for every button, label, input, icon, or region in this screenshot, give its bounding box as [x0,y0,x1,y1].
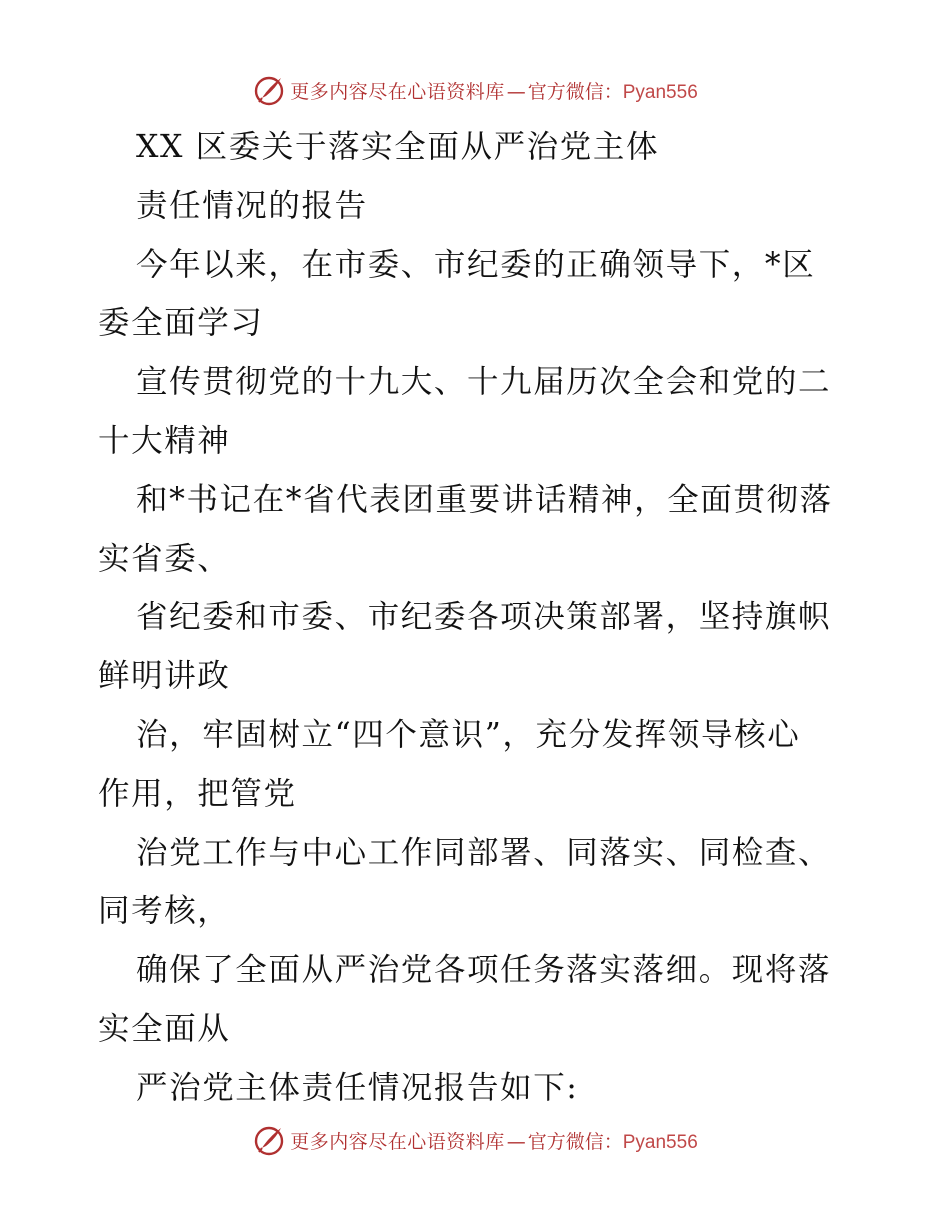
paragraph-line: 宣传贯彻党的十九大、十九届历次全会和党的二 [136,364,832,401]
banner-dash: — [506,80,526,103]
document-title-line-2: 责任情况的报告 [136,187,368,224]
paragraph-line: 省纪委和市委、市纪委各项决策部署，坚持旗帜 [136,599,832,636]
banner-main-text: 更多内容尽在心语资料库 [290,80,505,103]
banner-wechat-label: 官方微信： [527,1130,623,1153]
paragraph-line: 实全面从 [98,1010,231,1047]
banner-wechat-id: Pyan556 [622,81,698,103]
document-title-line-1: XX 区委关于落实全面从严治党主体 [136,129,660,165]
header-watermark-banner [0,70,950,110]
paragraph-line: 治党工作与中心工作同部署、同落实、同检查、 [136,834,832,871]
paragraph-line: 确保了全面从严治党各项任务落实落细。现将落 [136,952,832,989]
paragraph-line: 和*书记在*省代表团重要讲话精神，全面贯彻落 [136,481,833,518]
quill-pen-logo-icon [252,73,286,107]
paragraph-line: 实省委、 [98,540,231,577]
footer-watermark-banner [0,1120,950,1160]
paragraph-line: 治，牢固树立“四个意识”，充分发挥领导核心 [136,716,801,753]
quill-pen-logo-icon [252,1123,286,1157]
paragraph-line: 十大精神 [98,422,231,459]
paragraph-line: 鲜明讲政 [98,658,231,695]
document-body [98,118,858,1118]
paragraph-line: 同考核， [98,893,231,930]
banner-wechat-id: Pyan556 [622,1131,698,1153]
paragraph-line: 作用，把管党 [98,775,297,812]
paragraph-line: 委全面学习 [98,305,264,342]
banner-wechat-label: 官方微信： [527,80,623,103]
paragraph-line: 严治党主体责任情况报告如下: [136,1069,579,1106]
paragraph-line: 今年以来，在市委、市纪委的正确领导下，*区 [136,246,816,283]
banner-main-text: 更多内容尽在心语资料库 [290,1130,505,1153]
banner-dash: — [506,1130,526,1153]
